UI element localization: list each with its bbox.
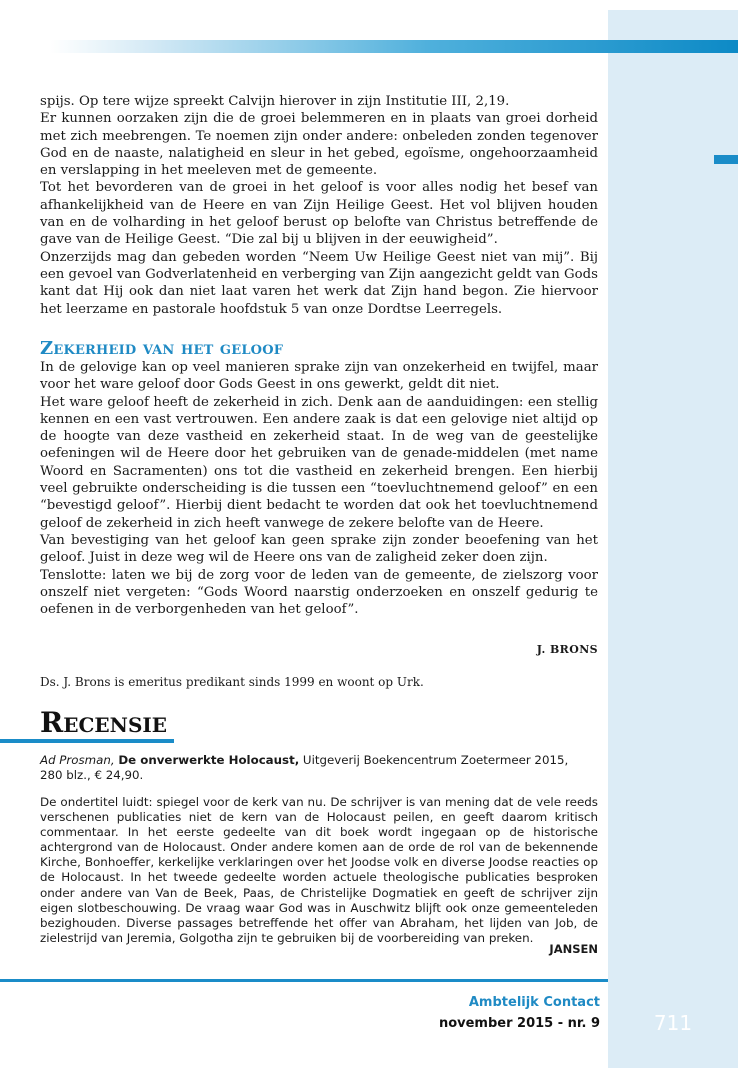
paragraph: spijs. Op tere wijze spreekt Calvijn hierover in zijn Institutie III, 2,19. xyxy=(40,94,510,109)
paragraph: Er kunnen oorzaken zijn die de groei belemmeren en in plaats van groei dorheid met zich meebrengen. Te noemen zijn onder andere: onbeleden zonden tegenover God en de naaste, nalatigheid en sleur in het gebed, egoïsme, ongehoorzaamheid en verslapping in het meeleven met de gemeente. xyxy=(40,111,598,179)
paragraph: In de gelovige kan op veel manieren sprake zijn van onzekerheid en twijfel, maar voor het ware geloof door Gods Geest in ons gewerkt, geldt dit niet. xyxy=(40,360,598,393)
book-title: De onverwerkte Holocaust, xyxy=(118,753,300,767)
review-body: De ondertitel luidt: spiegel voor de kerk van nu. De schrijver is van mening dat de vele reeds verschenen publicaties niet de kern van de Holocaust peilen, en geeft daarom kritisch commentaar. In het eerste gedeelte van dit boek wordt ingegaan op de historische achtergrond van de Holocaust. Onder andere komen aan de orde de rol van de bekennende Kirche, Bonhoeffer, kerkelijke verklaringen over het Joodse volk en diverse Joodse reacties op de Holocaust. In het tweede gedeelte worden actuele theologische publicaties besproken onder andere van Van de Beek, Paas, de Christelijke Dogmatiek en geeft de schrijver zijn eigen slotbeschouwing. De vraag waar God was in Auschwitz blijft ook onze gemeenteleden bezighouden. Diverse passages betreffende het offer van Abraham, het lijden van Job, de zielestrijd van Jeremia, Golgotha zijn te gebruiken bij de voorbereiding van preken. xyxy=(40,795,598,945)
review-book-source xyxy=(40,753,580,783)
paragraph: Onzerzijds mag dan gebeden worden “Neem Uw Heilige Geest niet van mij”. Bij een gevoel van Godverlatenheid en verberging van Zijn aangezicht geldt van Gods kant dat Hij ook dan niet laat varen het werk dat Zijn hand begon. Zie hiervoor het leerzame en pastorale hoofdstuk 5 van onze Dordtse Leerregels. xyxy=(40,249,598,317)
article-section xyxy=(40,359,598,618)
magazine-name: Ambtelijk Contact xyxy=(468,995,600,1010)
sidebar-marker xyxy=(714,155,738,164)
review-heading-underline xyxy=(0,739,174,743)
paragraph: Het ware geloof heeft de zekerheid in zich. Denk aan de aanduidingen: een stellig kennen en een vast vertrouwen. Een andere zaak is dat een gelovige niet altijd op de hoogte van deze vastheid en zekerheid staat. In de weg van de geestelijke oefeningen wil de Heere door het gebruiken van de genade-middelen (met name Woord en Sacramenten) ons tot die vastheid en zekerheid brengen. Een hierbij veel gebruikte onderscheiding is die tussen een “toevluchtnemend geloof” en een “bevestigd geloof”. Hierbij dient bedacht te worden dat ook het toevluchtnemend geloof de zekerheid in zich heeft vanwege de zekere belofte van de Heere. xyxy=(40,394,598,531)
issue-label: november 2015 - nr. 9 xyxy=(438,1016,600,1031)
paragraph: Van bevestiging van het geloof kan geen sprake zijn zonder beoefening van het geloof. Juist in deze weg wil de Heere ons van de zaligheid zeker doen zijn. xyxy=(40,532,598,566)
reviewer-signature: JANSEN xyxy=(549,942,598,956)
book-author: Ad Prosman, xyxy=(40,753,115,767)
section-heading: Zekerheid van het geloof xyxy=(40,338,284,359)
paragraph: Tot het bevorderen van de groei in het geloof is voor alles nodig het besef van afhankelijkheid van de Heere en van Zijn Heilige Geest. Het vol blijven houden van en de volharding in het geloof berust op belofte van Christus betreffende de gave van de Heilige Geest. “Die zal bij u blijven in der eeuwigheid”. xyxy=(40,180,598,248)
author-signature: J. BRONS xyxy=(536,643,598,656)
book-details: Uitgeverij Boekencentrum Zoetermeer 2015, 280 blz., € 24,90. xyxy=(40,753,569,782)
footer-rule xyxy=(0,979,608,982)
review-heading: Recensie xyxy=(40,706,167,739)
paragraph: Tenslotte: laten we bij de zorg voor de leden van de gemeente, de zielszorg voor onszelf niet vergeten: “Gods Woord naarstig onderzoeken en onszelf gedurig te oefenen in de verborgenheden van het geloof”. xyxy=(40,567,598,618)
author-note: Ds. J. Brons is emeritus predikant sinds 1999 en woont op Urk. xyxy=(40,675,424,689)
top-gradient-bar xyxy=(50,40,738,53)
right-sidebar-panel xyxy=(608,10,738,1068)
article-intro xyxy=(40,93,598,318)
page-number: 711 xyxy=(653,1011,693,1035)
